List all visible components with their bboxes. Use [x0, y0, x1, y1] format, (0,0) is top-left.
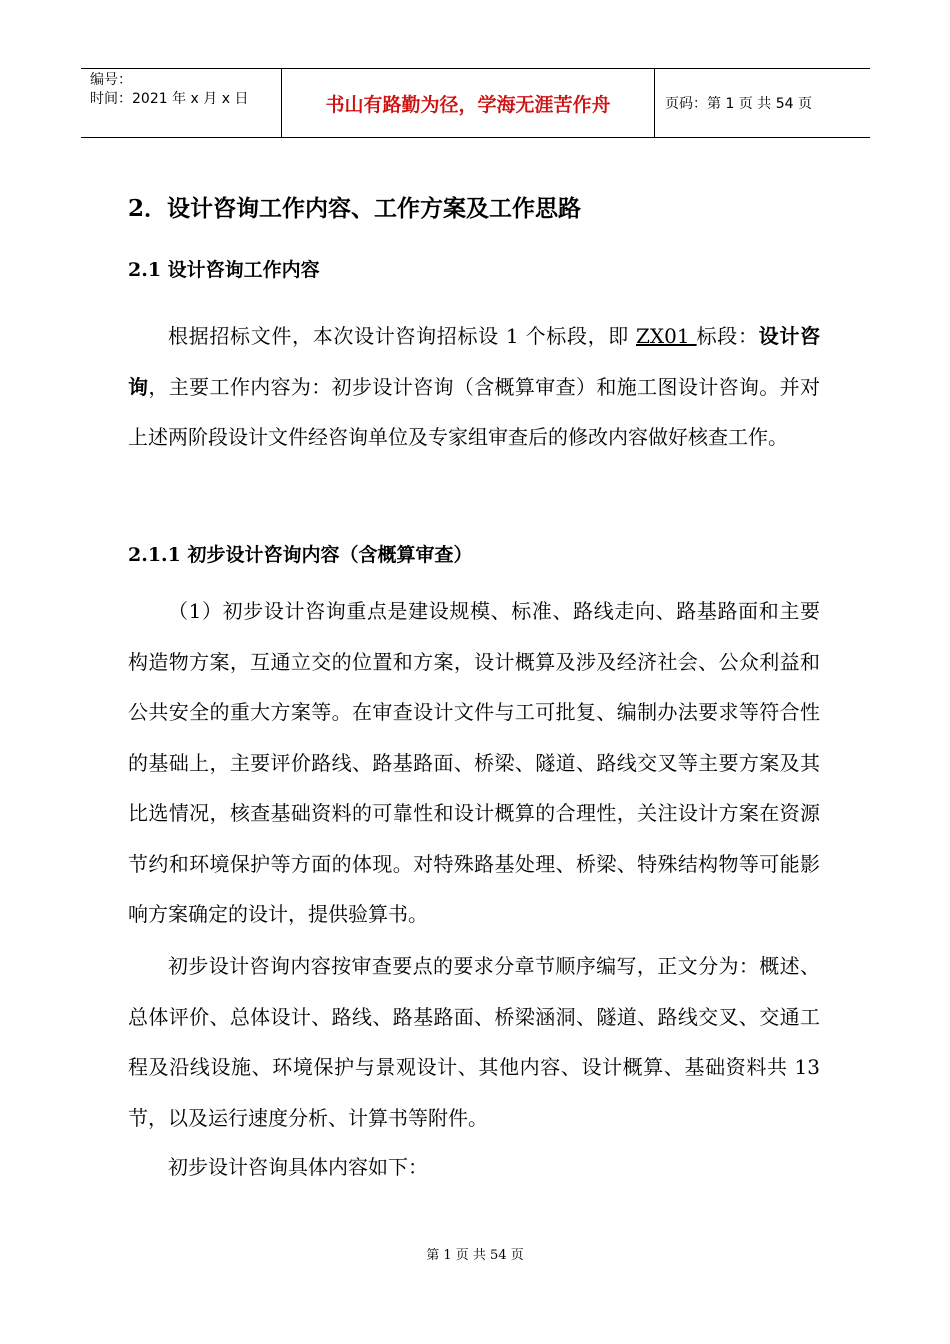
subsubsection-title: 2.1.1 初步设计咨询内容（含概算审查） [128, 544, 473, 566]
time-label: 时间：2021 年 x 月 x 日 [90, 91, 249, 107]
paragraph-lead-in: 初步设计咨询具体内容如下： [168, 1155, 428, 1179]
page-footer: 第 1 页 共 54 页 [426, 1248, 524, 1263]
number-label: 编号： [90, 72, 132, 88]
paragraph-scope [128, 311, 820, 463]
section-title: 2．设计咨询工作内容、工作方案及工作思路 [128, 195, 582, 222]
p1-code: ZX01 [636, 324, 697, 348]
subsection-title: 2.1 设计咨询工作内容 [128, 259, 320, 281]
p1-bold: 设计咨询 [128, 324, 821, 399]
paragraph-key-points: （1）初步设计咨询重点是建设规模、标准、路线走向、路基路面和主要构造物方案，互通立交的位置和方案，设计概算及涉及经济社会、公众利益和公共安全的重大方案等。在审查设计文件与工可批复、编制办法要求等符合性的基础上，主要评价路线、路基路面、桥梁、隧道、路线交叉等主要方案及其比选情况，核查基础资料的可靠性和设计概算的合理性，关注设计方案在资源节约和环境保护等方面的体现。对特殊路基处理、桥梁、特殊结构物等可能影响方案确定的设计，提供验算书。 [128, 599, 820, 926]
header-motto: 书山有路勤为径，学海无涯苦作舟 [282, 69, 655, 137]
header-meta [81, 69, 282, 137]
p1-text-a: 根据招标文件，本次设计咨询招标设 1 个标段，即 [168, 324, 636, 348]
paragraph-structure: 初步设计咨询内容按审查要点的要求分章节顺序编写，正文分为：概述、总体评价、总体设计、路线、路基路面、桥梁涵洞、隧道、路线交叉、交通工程及沿线设施、环境保护与景观设计、其他内容、设计概算、基础资料共 13 节，以及运行速度分析、计算书等附件。 [128, 954, 820, 1130]
p1-text-c: ，主要工作内容为：初步设计咨询（含概算审查）和施工图设计咨询。并对上述两阶段设计文件经咨询单位及专家组审查后的修改内容做好核查工作。 [128, 374, 821, 449]
page-header [81, 68, 870, 138]
p1-text-b: 标段： [696, 324, 759, 348]
header-page-info: 页码：第 1 页 共 54 页 [665, 96, 812, 112]
